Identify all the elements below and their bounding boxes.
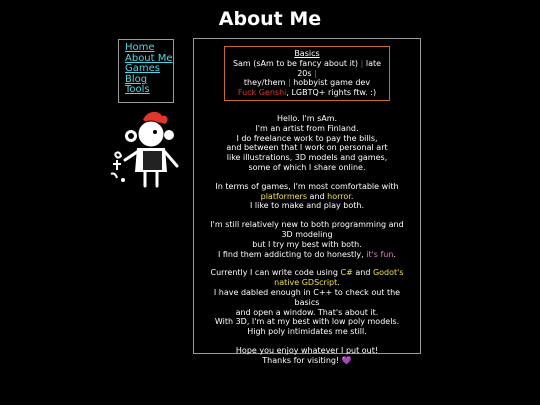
nav-link-blog[interactable]: Blog (125, 73, 148, 85)
nav-link-about-me[interactable]: About Me (125, 52, 173, 64)
basics-name: Sam (sAm to be fancy about it) (232, 58, 359, 68)
highlight-platformers: platformers (260, 191, 307, 201)
heart-icon: 💜 (341, 355, 352, 365)
text-line: Hello. I'm sAm. (276, 113, 338, 123)
basics-line-3 (225, 88, 389, 98)
text-line: High poly intimidates me still. (247, 327, 367, 337)
text-line (194, 278, 420, 288)
text-line: Hope you enjoy whatever I put out! (235, 345, 379, 355)
basics-pronouns: they/them (243, 78, 286, 88)
about-content (193, 38, 421, 365)
nav-link-tools[interactable]: Tools (125, 84, 150, 96)
paragraph-games (194, 182, 420, 211)
text-line: I'm still relatively new to both programming and (210, 220, 404, 230)
basics-title: Basics (294, 49, 320, 58)
basics-box (224, 46, 390, 101)
text-line: I like to make and play both. (249, 201, 365, 211)
paragraph-closing (194, 346, 420, 366)
page-title: About Me (218, 8, 322, 30)
paragraph-intro (194, 114, 420, 173)
basics-line-1 (225, 59, 389, 79)
basics-role: hobbyist game dev (293, 78, 371, 88)
separator: | (314, 68, 317, 78)
text-line: and between that I work on personal art (226, 143, 388, 153)
basics-red-text: Fuck Genshi (237, 88, 287, 98)
text-line: With 3D, I'm at my best with low poly models. (214, 317, 400, 327)
text-line: and open a window. That's about it. (235, 307, 379, 317)
highlight-gdscript: native GDScript (274, 278, 338, 288)
basics-rights: , LGBTQ+ rights ftw. :) (286, 88, 377, 98)
paragraph-code (194, 268, 420, 337)
text-line: I have dabled enough in C++ to check out the (213, 287, 401, 297)
text-line: but I try my best with both. (252, 239, 362, 249)
text-line: In terms of games, I'm most comfortable with (215, 181, 399, 191)
text-line: like illustrations, 3D models and games, (226, 153, 388, 163)
mascot-drawing (107, 108, 187, 193)
highlight-godot: Godot's (372, 268, 404, 278)
highlight-its-fun: it's fun (366, 249, 394, 259)
text-line: some of which I share online. (248, 162, 366, 172)
text-fragment: Thanks for visiting! (262, 355, 340, 365)
text-fragment: . (337, 278, 340, 288)
text-line (194, 268, 420, 278)
text-line: 3D modeling (281, 229, 333, 239)
separator: | (287, 78, 291, 88)
text-line (194, 250, 420, 260)
highlight-horror: horror (327, 191, 351, 201)
highlight-csharp: C# (340, 268, 353, 278)
text-line: I'm an artist from Finland. (255, 123, 359, 133)
text-fragment: and (352, 268, 373, 278)
text-fragment: . (393, 249, 396, 259)
text-line (194, 192, 420, 202)
nav-link-home[interactable]: Home (125, 42, 155, 53)
text-line: basics (294, 297, 320, 307)
basics-age: late 20s (297, 58, 382, 78)
nav-link-games[interactable]: Games (125, 63, 160, 75)
separator: | (360, 58, 364, 68)
text-line: I do freelance work to pay the bills, (236, 133, 378, 143)
text-fragment: and (307, 191, 328, 201)
text-fragment: . (350, 191, 354, 201)
side-nav (118, 39, 174, 103)
text-fragment: Currently I can write code using (210, 268, 341, 278)
text-line (194, 356, 420, 366)
text-fragment: I find them addicting to do honestly, (217, 249, 367, 259)
paragraph-learning (194, 220, 420, 259)
basics-line-2 (225, 78, 389, 88)
